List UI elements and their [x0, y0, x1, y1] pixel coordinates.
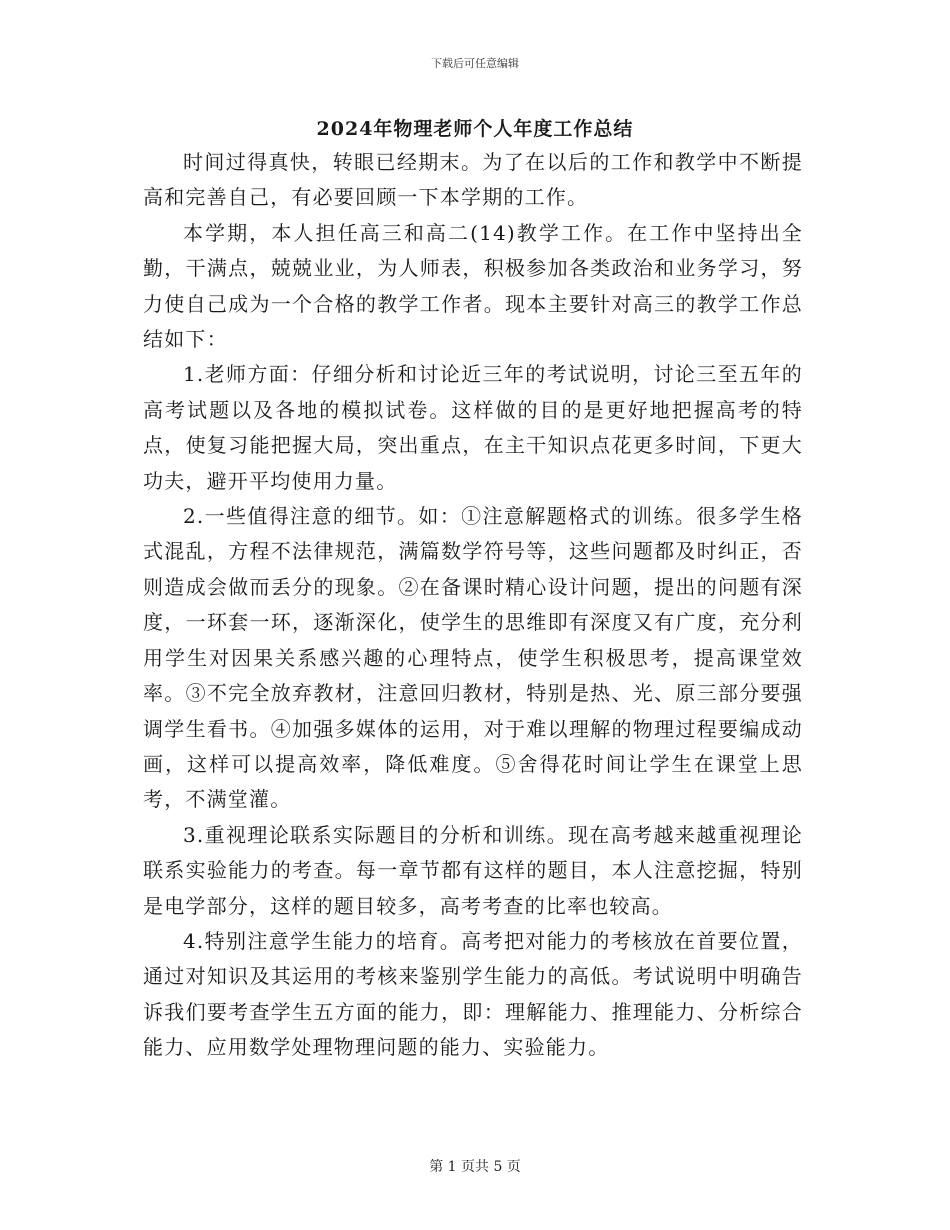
paragraph-duties: 本学期，本人担任高三和高二(14)教学工作。在工作中坚持出全勤，干满点，兢兢业业，为人师表，积极参加各类政治和业务学习，努力使自己成为一个合格的教学工作者。现本主要针对高三的教学工作总结如下： — [143, 220, 803, 352]
page-footer: 第 1 页共 5 页 — [429, 1159, 521, 1175]
paragraph-intro: 时间过得真快，转眼已经期末。为了在以后的工作和教学中不断提高和完善自己，有必要回顾一下本学期的工作。 — [143, 150, 803, 210]
header-note: 下载后可任意编辑 — [431, 57, 519, 70]
paragraph-item-2: 2.一些值得注意的细节。如：①注意解题格式的训练。很多学生格式混乱，方程不法律规范，满篇数学符号等，这些问题都及时纠正，否则造成会做而丢分的现象。②在备课时精心设计问题，提出的问题有深度，一环套一环，逐渐深化，使学生的思维即有深度又有广度，充分利用学生对因果关系感兴趣的心理特点，使学生积极思考，提高课堂效率。③不完全放弃教材，注意回归教材，特别是热、光、原三部分要强调学生看书。④加强多媒体的运用，对于难以理解的物理过程要编成动画，这样可以提高效率，降低难度。⑤舍得花时间让学生在课堂上思考，不满堂灌。 — [143, 504, 803, 812]
document-title: 2024年物理老师个人年度工作总结 — [316, 118, 634, 140]
paragraph-item-1: 1.老师方面：仔细分析和讨论近三年的考试说明，讨论三至五年的高考试题以及各地的模拟试卷。这样做的目的是更好地把握高考的特点，使复习能把握大局，突出重点，在主干知识点花更多时间，下更大功夫，避开平均使用力量。 — [143, 362, 803, 493]
paragraph-item-4: 4.特别注意学生能力的培育。高考把对能力的考核放在首要位置，通过对知识及其运用的考核来鉴别学生能力的高低。考试说明中明确告诉我们要考查学生五方面的能力，即：理解能力、推理能力、分析综合能力、应用数学处理物理问题的能力、实验能力。 — [143, 928, 803, 1060]
paragraph-item-3: 3.重视理论联系实际题目的分析和训练。现在高考越来越重视理论联系实验能力的考查。每一章节都有这样的题目，本人注意挖掘，特别是电学部分，这样的题目较多，高考考查的比率也较高。 — [143, 822, 803, 918]
document-body — [143, 145, 803, 1066]
